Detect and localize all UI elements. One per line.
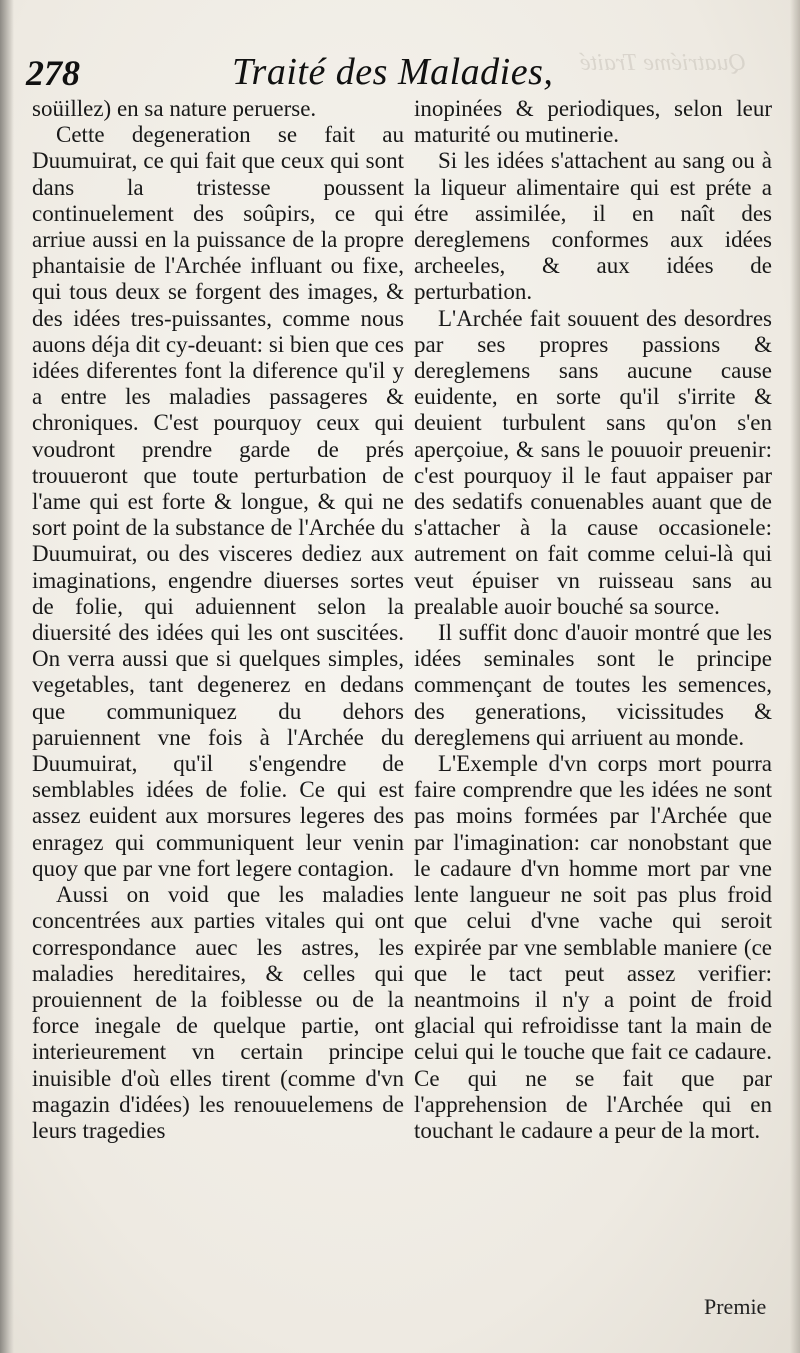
right-column xyxy=(414,96,772,1296)
left-column xyxy=(32,96,404,1296)
paragraph: L'Archée fait souuent des desordres par ses propres passions & dereglemens sans aucune cause euidente, en sorte qu'il s'irrite & deuient turbulent sans qu'on s'en aperçoiue, & sans le pouuoir preuenir: c'est pourquoy il le faut appaiser par des sedatifs conuenables auant que de s'attacher à la cause occasionele: autrement on fait comme celui-là qui veut épuiser vn ruisseau sans au prealable auoir bouché sa source. xyxy=(414,305,772,619)
binding-gutter xyxy=(0,0,14,1353)
running-title: Traité des Maladies, xyxy=(232,51,554,93)
catchword: Premie xyxy=(704,1294,767,1319)
paragraph: Il suffit donc d'auoir montré que les idées seminales sont le principe commençant de toutes les semences, des generations, vicissitudes & dereglemens qui arriuent au monde. xyxy=(414,620,772,750)
page-edge xyxy=(790,0,800,1353)
paragraph: inopinées & periodiques, selon leur maturité ou mutinerie. xyxy=(414,96,772,148)
bleed-through-text: Quatriéme Traité xyxy=(580,50,746,76)
paragraph: Aussi on void que les maladies concentrées aux parties vitales qui ont correspondance auec les astres, les maladies hereditaires, & celles qui prouiennent de la foiblesse ou de la force inegale de quelque partie, ont interieurement vn certain principe inuisible d'où elles tirent (comme d'vn magazin d'idées) les renouuelemens de leurs tragedies xyxy=(32,882,404,1143)
paragraph: Si les idées s'attachent au sang ou à la liqueur alimentaire qui est préte a étre assimilée, il en naît des dereglemens conformes aux idées archeeles, & aux idées de perturbation. xyxy=(414,148,772,305)
page-number: 278 xyxy=(26,53,80,93)
paragraph: soüillez) en sa nature peruerse. xyxy=(32,96,317,121)
paragraph: L'Exemple d'vn corps mort pourra faire comprendre que les idées ne sont pas moins formées par l'Archée que par l'imagination: car nonobstant que le cadaure d'vn homme mort par vne lente langueur ne soit pas plus froid que celui d'vne vache qui seroit expirée par vne semblable maniere (ce que le tact peut assez verifier: neantmoins il n'y a point de froid glacial qui refroidisse tant la main de celui qui le touche que fait ce cadaure. Ce qui ne se fait que par l'apprehension de l'Archée qui en touchant le cadaure a peur de la mort. xyxy=(414,751,772,1143)
paragraph: Cette degeneration se fait au Duumuirat, ce qui fait que ceux qui sont dans la tristesse poussent continuelement des soûpirs, ce qui arriue aussi en la puissance de la propre phantaisie de l'Archée influant ou fixe, qui tous deux se forgent des images, & des idées tres-puissantes, comme nous auons déja dit cy-deuant: si bien que ces idées diferentes font la diference qu'il y a entre les maladies passageres & chroniques. C'est pourquoy ceux qui voudront prendre garde de prés trouueront que toute perturbation de l'ame qui est forte & longue, & qui ne sort point de la substance de l'Archée du Duumuirat, ou des visceres dediez aux imaginations, engendre diuerses sortes de folie, qui aduiennent selon la diuersité des idées qui les ont suscitées. On verra aussi que si quelques simples, vegetables, tant degenerez en dedans que communiquez du dehors paruiennent vne fois à l'Archée du Duumuirat, qu'il s'engendre de semblables idées de folie. Ce qui est assez euident aux morsures legeres des enragez qui communiquent leur venin quoy que par vne fort legere contagion. xyxy=(32,122,404,881)
